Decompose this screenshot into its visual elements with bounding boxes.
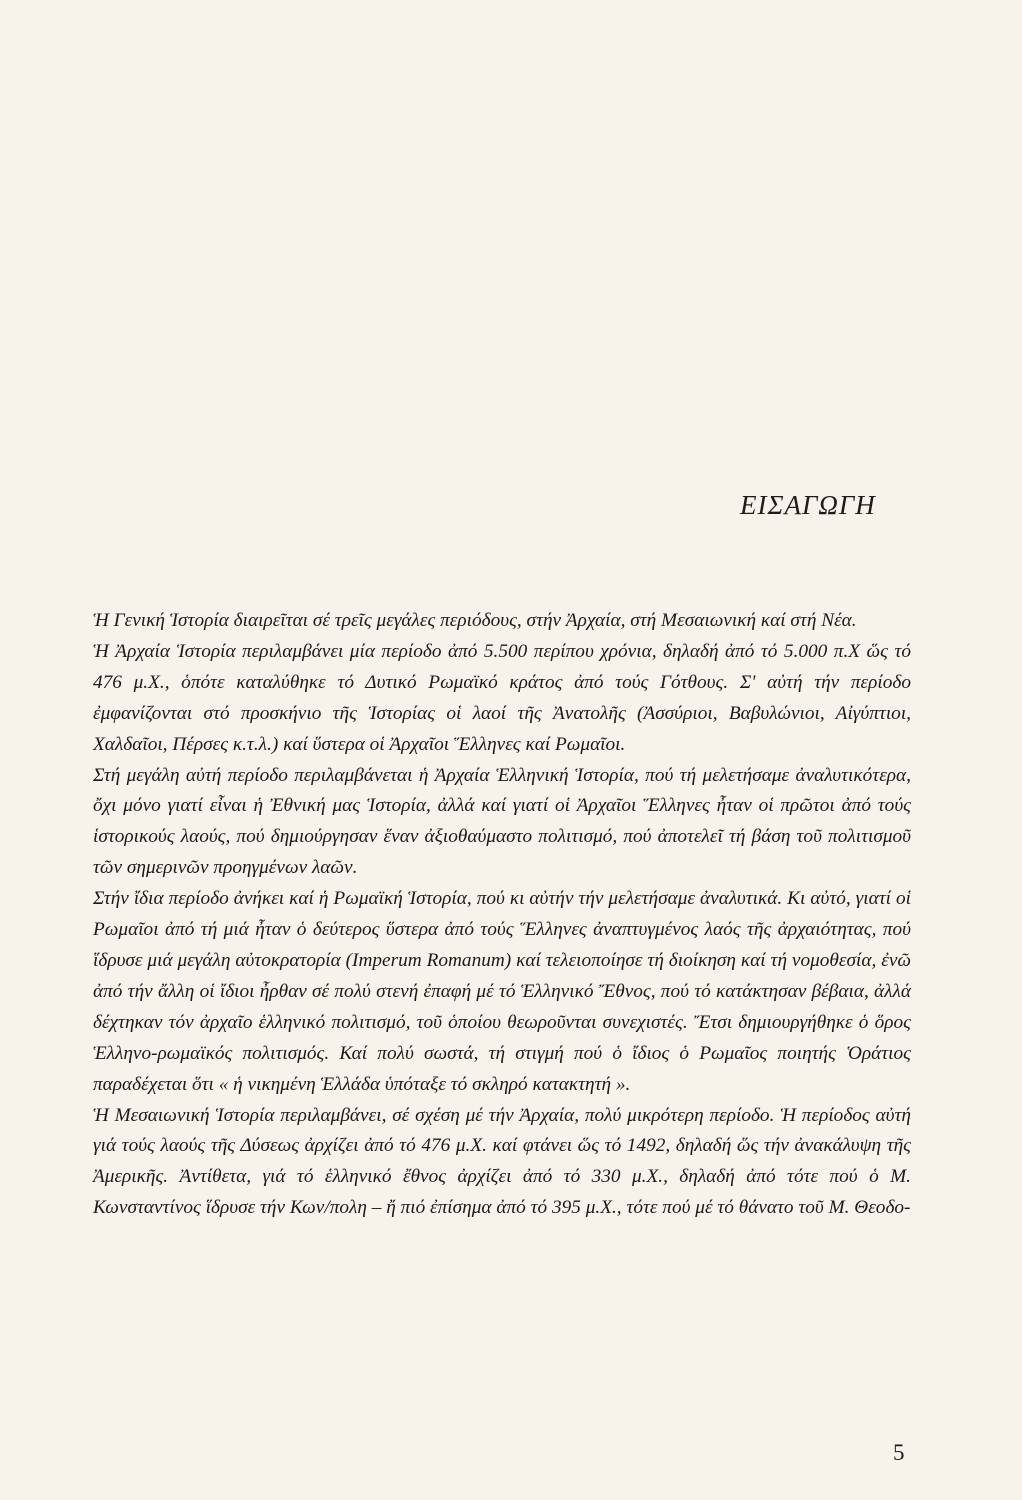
body-text	[93, 606, 911, 1224]
paragraph-2: Ἡ Ἀρχαία Ἱστορία περιλαμβάνει μία περίοδο ἀπό 5.500 περίπου χρόνια, δηλαδή ἀπό τό 5.000 π.Χ ὥς τό 476 μ.Χ., ὁπότε καταλύθηκε τό Δυτικό Ρωμαϊκό κράτος ἀπό τούς Γότθους. Σ' αὐτή τήν περίοδο ἐμφανίζονται στό προσκήνιο τῆς Ἱστορίας οἱ λαοί τῆς Ἀνατολῆς (Ἀσσύριοι, Βαβυλώνιοι, Αἰγύπτιοι, Χαλδαῖοι, Πέρσες κ.τ.λ.) καί ὕστερα οἱ Ἀρχαῖοι Ἕλληνες καί Ρωμαῖοι.	[93, 640, 911, 755]
paragraph-4: Στήν ἴδια περίοδο ἀνήκει καί ἡ Ρωμαϊκή Ἱστορία, πού κι αὐτήν τήν μελετήσαμε ἀναλυτικά. Κι αὐτό, γιατί οἱ Ρωμαῖοι ἀπό τή μιά ἦταν ὁ δεύτερος ὕστερα ἀπό τούς Ἕλληνες ἀναπτυγμένος λαός τῆς ἀρχαιότητας, πού ἵδρυσε μιά μεγάλη αὐτοκρατορία (Imperum Romanum) καί τελειοποίησε τή διοίκηση καί τή νομοθεσία, ἐνῶ ἀπό τήν ἄλλη οἱ ἴδιοι ἦρθαν σέ πολύ στενή ἐπαφή μέ τό Ἑλληνικό Ἔθνος, πού τό κατάκτησαν βέβαια, ἀλλά δέχτηκαν τόν ἀρχαῖο ἑλληνικό πολιτισμό, τοῦ ὁποίου θεωροῦνται συνεχιστές. Ἔτσι δημιουργήθηκε ὁ ὅρος Ἑλληνο-ρωμαϊκός πολιτισμός. Καί πολύ σωστά, τή στιγμή πού ὁ ἴδιος ὁ Ρωμαῖος ποιητής Ὁράτιος παραδέχεται ὅτι « ἡ νικημένη Ἑλλάδα ὑπόταξε τό σκληρό κατακτητή ».	[93, 888, 911, 1095]
paragraph-3: Στή μεγάλη αὐτή περίοδο περιλαμβάνεται ἡ Ἀρχαία Ἑλληνική Ἱστορία, πού τή μελετήσαμε ἀναλυτικότερα, ὄχι μόνο γιατί εἶναι ἡ Ἐθνική μας Ἱστορία, ἀλλά καί γιατί οἱ Ἀρχαῖοι Ἕλληνες ἦταν οἱ πρῶτοι ἀπό τούς ἱστορικούς λαούς, πού δημιούργησαν ἕναν ἀξιοθαύμαστο πολιτισμό, πού ἀποτελεῖ τή βάση τοῦ πολιτισμοῦ τῶν σημερινῶν προηγμένων λαῶν.	[93, 764, 911, 879]
paragraph-1: Ἡ Γενική Ἱστορία διαιρεῖται σέ τρεῖς μεγάλες περιόδους, στήν Ἀρχαία, στή Μεσαιωνική καί στή Νέα.	[93, 610, 857, 631]
chapter-heading: ΕΙΣΑΓΩΓΗ	[740, 490, 876, 520]
page-number: 5	[893, 1440, 905, 1465]
paragraph-5: Ἡ Μεσαιωνική Ἱστορία περιλαμβάνει, σέ σχέση μέ τήν Ἀρχαία, πολύ μικρότερη περίοδο. Ἡ περίοδος αὐτή γιά τούς λαούς τῆς Δύσεως ἀρχίζει ἀπό τό 476 μ.Χ. καί φτάνει ὥς τό 1492, δηλαδή ὥς τήν ἀνακάλυψη τῆς Ἀμερικῆς. Ἀντίθετα, γιά τό ἑλληνικό ἔθνος ἀρχίζει ἀπό τό 330 μ.Χ., δηλαδή ἀπό τότε πού ὁ Μ. Κωνσταντίνος ἵδρυσε τήν Κων/πολη – ἤ πιό ἐπίσημα ἀπό τό 395 μ.Χ., τότε πού μέ τό θάνατο τοῦ Μ. Θεοδο-	[93, 1104, 911, 1219]
